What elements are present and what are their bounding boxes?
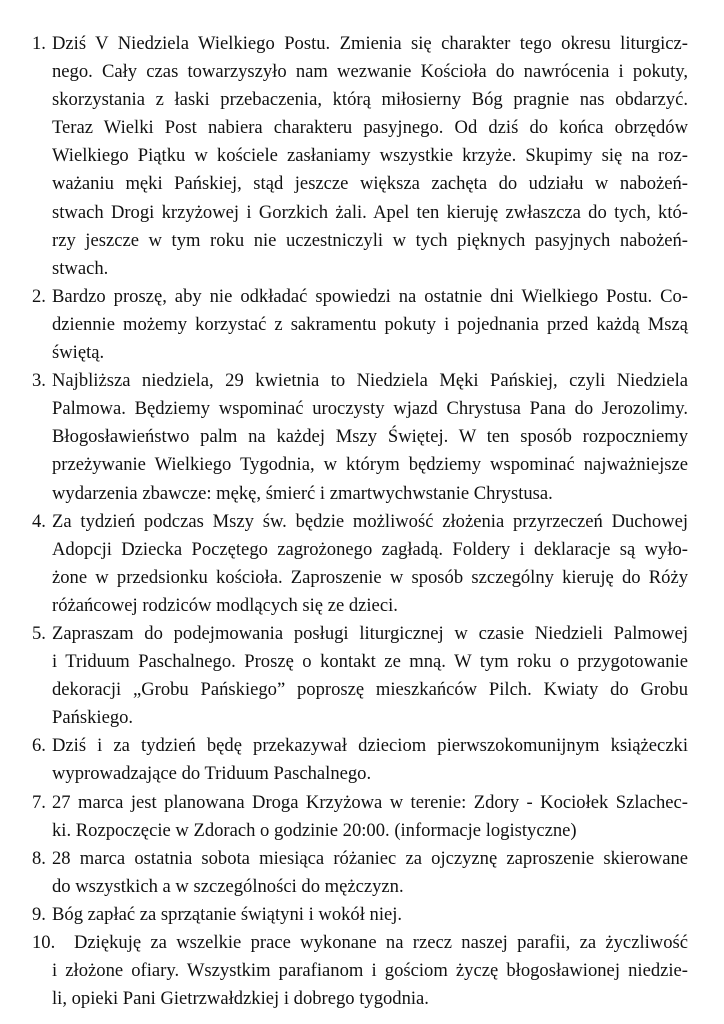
item-number: 2. [32, 285, 46, 307]
item-text-line: świętą. [52, 342, 105, 364]
item-number: 1. [32, 33, 46, 54]
item-text: Dziękuję za wszelkie prace wykonane na rzecz naszej parafii, za życzliwość [74, 932, 688, 953]
item-text-line: Wielkiego Piątku w kościele zasłaniamy wszystkie krzyże. Skupimy się na roz- [52, 145, 688, 167]
item-number: 9. [32, 903, 46, 925]
item-text-line: Bóg zapłać za sprzątanie świątyni i wokół niej. [52, 903, 403, 925]
item-number: 8. [32, 847, 46, 869]
announcement-item [32, 845, 688, 901]
item-number: 10. [32, 932, 56, 953]
announcement-item [32, 789, 688, 845]
item-text-line: przeżywanie Wielkiego Tygodnia, w którym będziemy wspominać najważniejsze [52, 454, 688, 476]
item-number: 7. [32, 791, 46, 813]
item-number: 5. [32, 622, 46, 644]
item-text-line: Adopcji Dziecka Poczętego zagrożonego zagładą. Foldery i deklaracje są wyło- [52, 538, 688, 560]
item-text-line: li, opieki Pani Gietrzwałdzkiej i dobrego tygodnia. [52, 988, 429, 1010]
announcements-list [0, 30, 724, 1013]
item-text-line: stwach Drogi krzyżowej i Gorzkich żali. Apel ten kieruję zwłaszcza do tych, któ- [52, 201, 688, 223]
item-text-line: nego. Cały czas towarzyszyło nam wezwanie Kościoła do nawrócenia i pokuty, [52, 61, 688, 83]
item-text-line [52, 929, 688, 957]
item-text-line: ki. Rozpoczęcie w Zdorach o godzinie 20:00. (informacje logistyczne) [52, 819, 577, 841]
item-text-line: i Triduum Paschalnego. Proszę o kontakt ze mną. W tym roku o przygotowanie [52, 651, 688, 673]
item-text-line: Zapraszam do podejmowania posługi liturgicznej w czasie Niedzieli Palmowej [52, 622, 688, 644]
item-text-line: Błogosławieństwo palm na każdej Mszy Świętej. W ten sposób rozpoczniemy [52, 426, 688, 448]
item-text-line: Dziś i za tydzień będę przekazywał dzieciom pierwszokomunijnym książeczki [52, 735, 688, 757]
item-text-line: Teraz Wielki Post nabiera charakteru pasyjnego. Od dziś do końca obrzędów [52, 117, 688, 139]
item-text-line: wyprowadzające do Triduum Paschalnego. [52, 763, 372, 785]
item-text-line: i złożone ofiary. Wszystkim parafianom i gościom życzę błogosławionej niedzie- [52, 960, 688, 982]
announcement-item [32, 732, 688, 788]
item-text-line: Palmowa. Będziemy wspominać uroczysty wjazd Chrystusa Pana do Jerozolimy. [52, 398, 688, 420]
item-text-line: rzy jeszcze w tym roku nie uczestniczyli w tych pięknych pasyjnych nabożeń- [52, 229, 688, 251]
item-text-line: 28 marca ostatnia sobota miesiąca różaniec za ojczyznę zaproszenie skierowane [52, 847, 688, 869]
item-text-line: ważaniu męki Pańskiej, stąd jeszcze większa zachęta do udziału w nabożeń- [52, 173, 688, 195]
item-text-line: skorzystania z łaski przebaczenia, którą miłosierny Bóg pragnie nas obdarzyć. [52, 89, 688, 111]
item-text-line: stwach. [52, 257, 109, 279]
item-number: 4. [32, 510, 46, 532]
item-text-line: Pańskiego. [52, 707, 134, 729]
item-text-line: Najbliższa niedziela, 29 kwietnia to Niedziela Męki Pańskiej, czyli Niedziela [52, 370, 688, 392]
item-text-line: Dziś V Niedziela Wielkiego Postu. Zmienia się charakter tego okresu liturgicz- [52, 33, 688, 54]
announcement-item [32, 620, 688, 732]
item-text-line: dziennie możemy korzystać z sakramentu pokuty i pojednania przed każdą Mszą [52, 313, 688, 335]
announcement-item [32, 367, 688, 507]
announcement-item [32, 30, 688, 283]
announcement-item [32, 508, 688, 620]
item-text-line: Za tydzień podczas Mszy św. będzie możliwość złożenia przyrzeczeń Duchowej [52, 510, 688, 532]
announcement-item [32, 901, 688, 929]
item-text-line: do wszystkich a w szczególności do mężczyzn. [52, 875, 404, 897]
item-text-line: Bardzo proszę, aby nie odkładać spowiedzi na ostatnie dni Wielkiego Postu. Co- [52, 285, 688, 307]
item-text-line: żone w przedsionku kościoła. Zaproszenie w sposób szczególny kieruję do Róży [52, 566, 688, 588]
item-text-line: różańcowej rodziców modlących się ze dzieci. [52, 594, 398, 616]
item-text-line: wydarzenia zbawcze: mękę, śmierć i zmartwychwstanie Chrystusa. [52, 482, 553, 504]
announcement-item [32, 929, 688, 1013]
item-number: 3. [32, 370, 46, 392]
item-number: 6. [32, 735, 46, 757]
item-text-line: dekoracji „Grobu Pańskiego” poproszę mieszkańców Pilch. Kwiaty do Grobu [52, 679, 688, 701]
item-text-line: 27 marca jest planowana Droga Krzyżowa w terenie: Zdory - Kociołek Szlachec- [52, 791, 688, 813]
announcement-item [32, 283, 688, 367]
